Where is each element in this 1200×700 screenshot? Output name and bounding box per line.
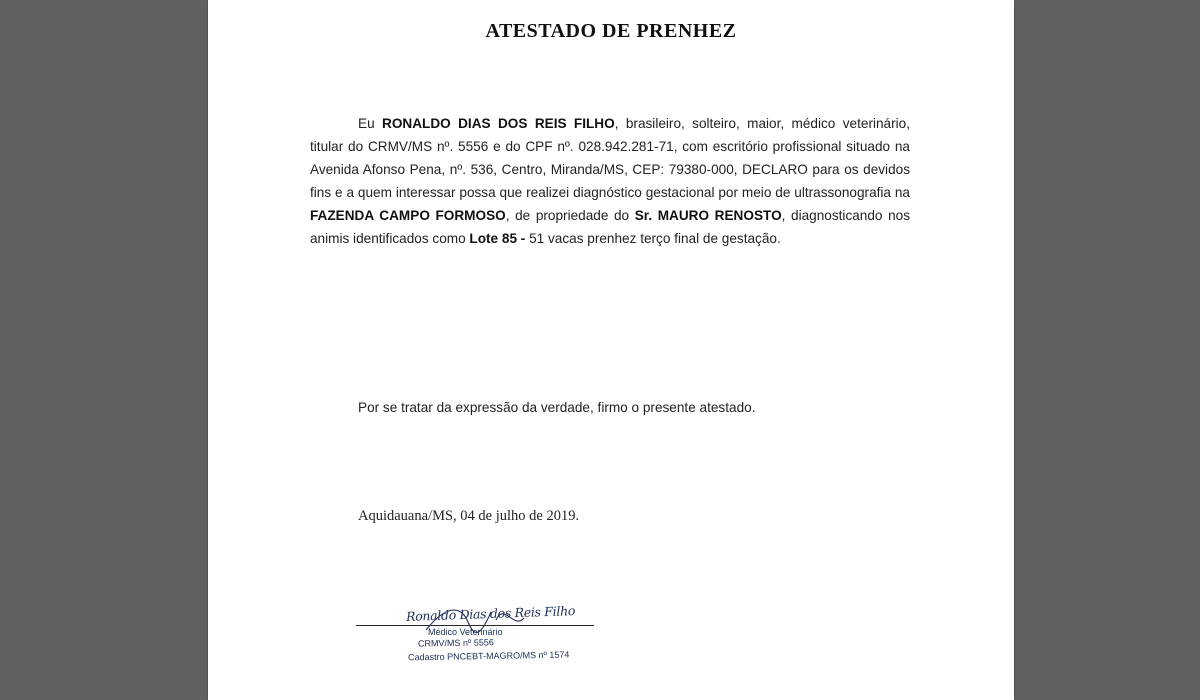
lot-label: Lote 85 - [469, 231, 526, 246]
stamp-crmv: CRMV/MS nº 5556 [417, 637, 494, 649]
paragraph-text: 51 vacas prenhez terço final de gestação. [525, 231, 781, 246]
farm-name: FAZENDA CAMPO FORMOSO [310, 208, 506, 223]
paragraph-text: , diagnosticando nos animis identificados como [310, 208, 911, 246]
closing-statement: Por se tratar da expressão da verdade, firmo o presente atestado. [358, 400, 756, 415]
document-title: ATESTADO DE PRENHEZ [485, 20, 737, 42]
veterinarian-name: RONALDO DIAS DOS REIS FILHO [382, 116, 615, 131]
owner-name: Sr. MAURO RENOSTO [634, 208, 782, 223]
signature-line [356, 625, 594, 626]
place-and-date: Aquidauana/MS, 04 de julho de 2019. [358, 508, 580, 524]
stamp-cadastro: Cadastro PNCEBT-MAGRO/MS nº 1574 [407, 649, 570, 663]
declaration-paragraph [310, 112, 910, 250]
stamp-role: Médico Veterinário [428, 627, 503, 637]
document-page [208, 0, 1014, 700]
paragraph-text: , brasileiro, solteiro, maior, médico veterinário, titular do CRMV/MS nº. 5556 e do CPF nº. 028.942.281-71, com escritório profissional situado na Avenida Afonso Pena, nº. 536, Centro, Miranda/MS, CEP: 79380-000, DECLARO para os devidos fins e a quem interessar possa que realizei diagnóstico gestacional por meio de ultrassonografia na [310, 116, 910, 200]
paragraph-text: , de propriedade do [505, 208, 635, 223]
paragraph-text: Eu [358, 116, 383, 131]
signature-block [356, 600, 616, 670]
signature-name: Ronaldo Dias dos Reis Filho [405, 603, 576, 624]
